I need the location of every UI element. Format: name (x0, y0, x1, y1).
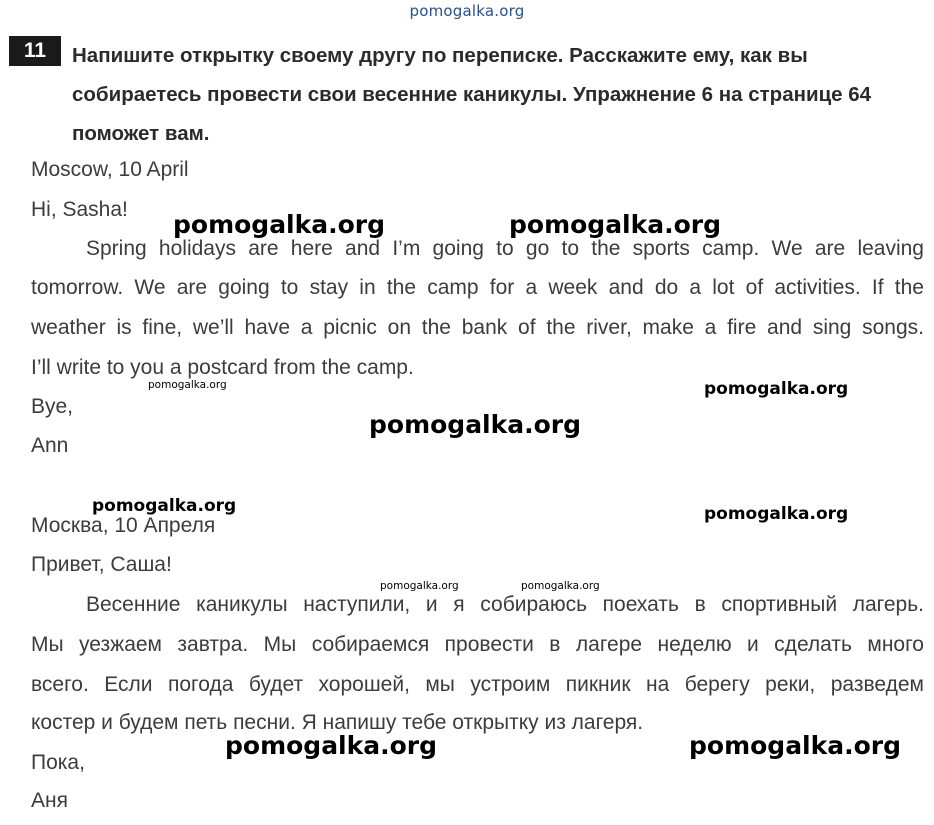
watermark-text: pomogalka.org (369, 410, 582, 439)
watermark-text: pomogalka.org (92, 496, 237, 516)
english-closing: Bye, (31, 395, 74, 418)
watermark-text: pomogalka.org (148, 379, 227, 391)
russian-body-line-1: Весенние каникулы наступили, и я собираюсь поехать в спортивный лагерь. (86, 593, 924, 616)
english-body-line-3: weather is fine, we’ll have a picnic on the bank of the river, make a fire and sing songs. (31, 316, 924, 339)
task-number-badge: 11 (9, 36, 61, 66)
watermark-text: pomogalka.org (173, 210, 386, 239)
watermark-text: pomogalka.org (509, 210, 722, 239)
russian-greeting: Привет, Саша! (31, 553, 172, 576)
russian-body-line-2: Мы уезжаем завтра. Мы собираемся провести в лагере неделю и сделать много (31, 633, 924, 656)
russian-body-line-3: всего. Если погода будет хорошей, мы устроим пикник на берегу реки, разведем (31, 673, 924, 696)
english-body-line-4: I’ll write to you a postcard from the camp. (31, 356, 414, 379)
russian-date: Москва, 10 Апреля (31, 514, 216, 537)
russian-signature: Аня (31, 789, 68, 812)
watermark-text: pomogalka.org (521, 580, 600, 592)
russian-body-line-4: костер и будем петь песни. Я напишу тебе открытку из лагеря. (31, 711, 644, 734)
watermark-text: pomogalka.org (689, 731, 902, 760)
watermark-text: pomogalka.org (704, 379, 849, 399)
watermark-text: pomogalka.org (380, 580, 459, 592)
english-date: Moscow, 10 April (31, 158, 189, 181)
english-signature: Ann (31, 434, 69, 457)
header-watermark: pomogalka.org (409, 2, 525, 20)
english-body-line-1: Spring holidays are here and I’m going to go to the sports camp. We are leaving (86, 237, 924, 260)
task-instruction: Напишите открытку своему другу по переписке. Расскажите ему, как вы собираетесь провести свои весенние каникулы. Упражнение 6 на странице 64 поможет вам. (72, 44, 872, 145)
russian-closing: Пока, (31, 751, 85, 774)
watermark-text: pomogalka.org (704, 504, 849, 524)
english-body-line-2: tomorrow. We are going to stay in the camp for a week and do a lot of activities. If the (31, 276, 924, 299)
watermark-text: pomogalka.org (225, 731, 438, 760)
english-greeting: Hi, Sasha! (31, 198, 128, 221)
